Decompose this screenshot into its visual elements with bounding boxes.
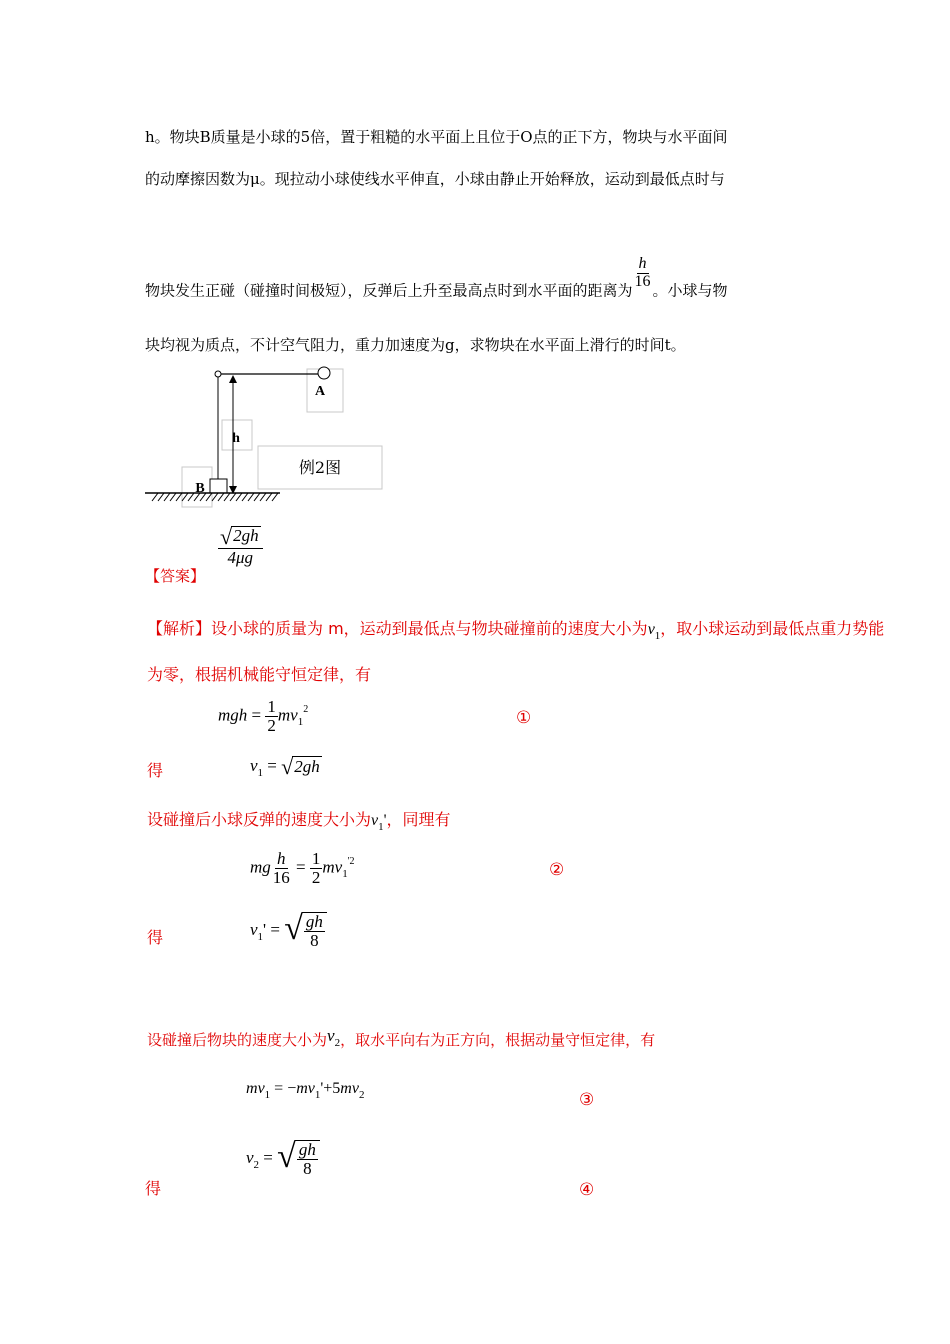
problem-line-3-end: 。小球与物 xyxy=(652,281,728,300)
pivot-point xyxy=(215,371,221,377)
answer-expression xyxy=(218,526,263,567)
answer-label: 【答案】 xyxy=(145,567,206,585)
analysis-line-1 xyxy=(147,620,884,640)
problem-line-3 xyxy=(145,255,728,309)
answer-numerator: √ 2gh xyxy=(218,526,263,549)
equation-3: $mv_1 = -mv_1'+5mv_2$ xyxy=(246,1080,365,1101)
problem-line-2: 的动摩擦因数为μ。现拉动小球使线水平伸直，小球由静止开始释放，运动到最低点时与 xyxy=(145,170,725,188)
equation-4-number: ④ xyxy=(579,1180,595,1200)
figure-caption: 例2图 xyxy=(298,458,342,477)
analysis-line-1-text: 【解析】设小球的质量为 m，运动到最低点与物块碰撞前的速度大小为 xyxy=(147,619,648,638)
result-v1: $v_1$ = √ 2gh xyxy=(250,754,320,780)
equation-2: mg $\frac{h}{16}$ = $\frac{1}{2}$ $mv_1^{'2}$ xyxy=(250,849,355,887)
problem-line-3-text: 物块发生正碰（碰撞时间极短），反弹后上升至最高点时到水平面的距离为 xyxy=(145,281,633,300)
equation-3-number: ③ xyxy=(579,1090,595,1110)
block-b xyxy=(210,479,227,493)
equation-1-number: ① xyxy=(516,708,532,728)
result-v2: $v_2$ = √ $\frac{gh}{8}$ xyxy=(246,1140,320,1178)
analysis-line-2: 为零，根据机械能守恒定律，有 xyxy=(147,665,372,684)
problem-line-4: 块均视为质点，不计空气阻力，重力加速度为g，求物块在水平面上滑行的时间t。 xyxy=(145,336,686,354)
label-b: B xyxy=(195,481,205,496)
analysis-line-1-end: ，取小球运动到最低点重力势能 xyxy=(660,619,885,638)
equation-2-number: ② xyxy=(549,860,565,880)
v2-symbol: $v_2$ xyxy=(327,1026,341,1049)
v1-prime-symbol: $v_1'$ xyxy=(371,812,387,833)
result-v1-prime: $v_1'$ = √ $\frac{gh}{8}$ xyxy=(250,912,327,950)
frac-denominator: 16 xyxy=(634,272,651,290)
pendulum-diagram xyxy=(140,362,390,512)
de-2: 得 xyxy=(147,928,164,947)
v1-symbol: $v_1$ xyxy=(647,621,661,642)
analysis-block: 设碰撞后物块的速度大小为$v_2$，取水平向右为正方向，根据动量守恒定律，有 xyxy=(147,1026,656,1049)
de-3: 得 xyxy=(145,1179,162,1198)
label-h: h xyxy=(232,431,240,446)
h-over-16-fraction xyxy=(633,256,653,291)
answer-denominator: 4μg xyxy=(227,548,254,567)
de-1: 得 xyxy=(147,761,164,780)
analysis-rebound: 设碰撞后小球反弹的速度大小为$v_1'$，同理有 xyxy=(147,810,451,833)
ball-a xyxy=(318,367,330,379)
frac-numerator: h xyxy=(638,255,647,272)
label-a: A xyxy=(314,384,326,399)
ground-hatch xyxy=(152,493,278,501)
problem-line-1: h。物块B质量是小球的5倍，置于粗糙的水平面上且位于O点的正下方，物块与水平面间 xyxy=(145,128,728,146)
equation-1: mgh = $\frac{1}{2}$ $mv_1^2$ xyxy=(218,697,309,735)
example-figure xyxy=(140,362,390,512)
